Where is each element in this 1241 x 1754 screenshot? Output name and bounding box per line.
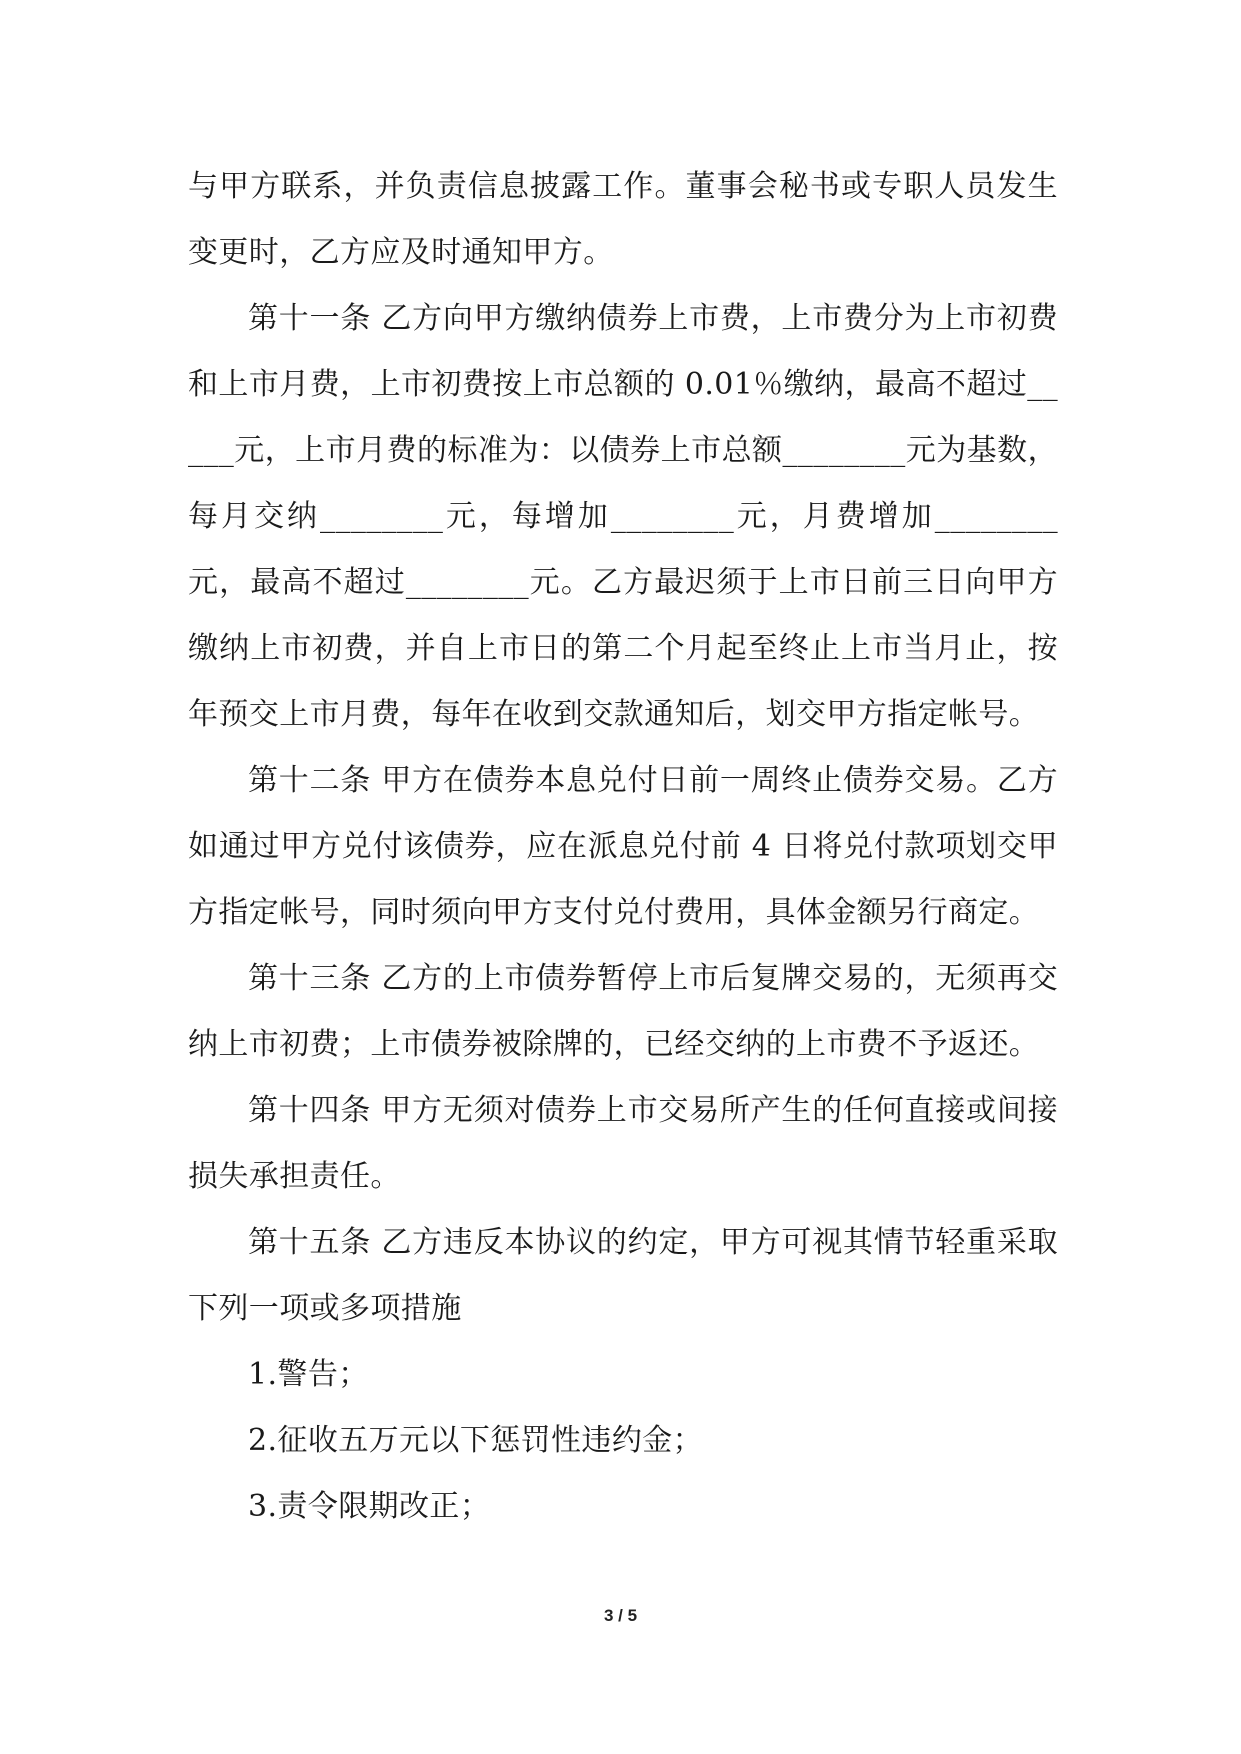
paragraph-article-12: 第十二条 甲方在债券本息兑付日前一周终止债券交易。乙方如通过甲方兑付该债券，应在派息兑付前 4 日将兑付款项划交甲方指定帐号，同时须向甲方支付兑付费用，具体金额另行商定。 [188,763,1058,930]
paragraph-article-13: 第十三条 乙方的上市债券暂停上市后复牌交易的，无须再交纳上市初费；上市债券被除牌的，已经交纳的上市费不予返还。 [188,961,1058,1062]
paragraph-article-15: 第十五条 乙方违反本协议的约定，甲方可视其情节轻重采取下列一项或多项措施 [188,1225,1058,1326]
list-item-3: 3.责令限期改正； [248,1489,491,1524]
paragraph-1: 与甲方联系，并负责信息披露工作。董事会秘书或专职人员发生变更时，乙方应及时通知甲方。 [188,169,1058,270]
paragraph-article-11: 第十一条 乙方向甲方缴纳债券上市费，上市费分为上市初费和上市月费，上市初费按上市总额的 0.01％缴纳，最高不超过_____元，上市月费的标准为：以债券上市总额________元为基数，每月交纳________元，每增加________元，月费增加________元，最高不超过________元。乙方最迟须于上市日前三日向甲方缴纳上市初费，并自上市日的第二个月起至终止上市当月止，按年预交上市月费，每年在收到交款通知后，划交甲方指定帐号。 [188,301,1058,732]
paragraph-article-14: 第十四条 甲方无须对债券上市交易所产生的任何直接或间接损失承担责任。 [188,1093,1058,1194]
document-body [188,154,1058,1540]
list-item-2: 2.征收五万元以下惩罚性违约金； [248,1423,704,1458]
list-item-1: 1.警告； [248,1357,369,1392]
page-number: 3 / 5 [603,1606,638,1625]
